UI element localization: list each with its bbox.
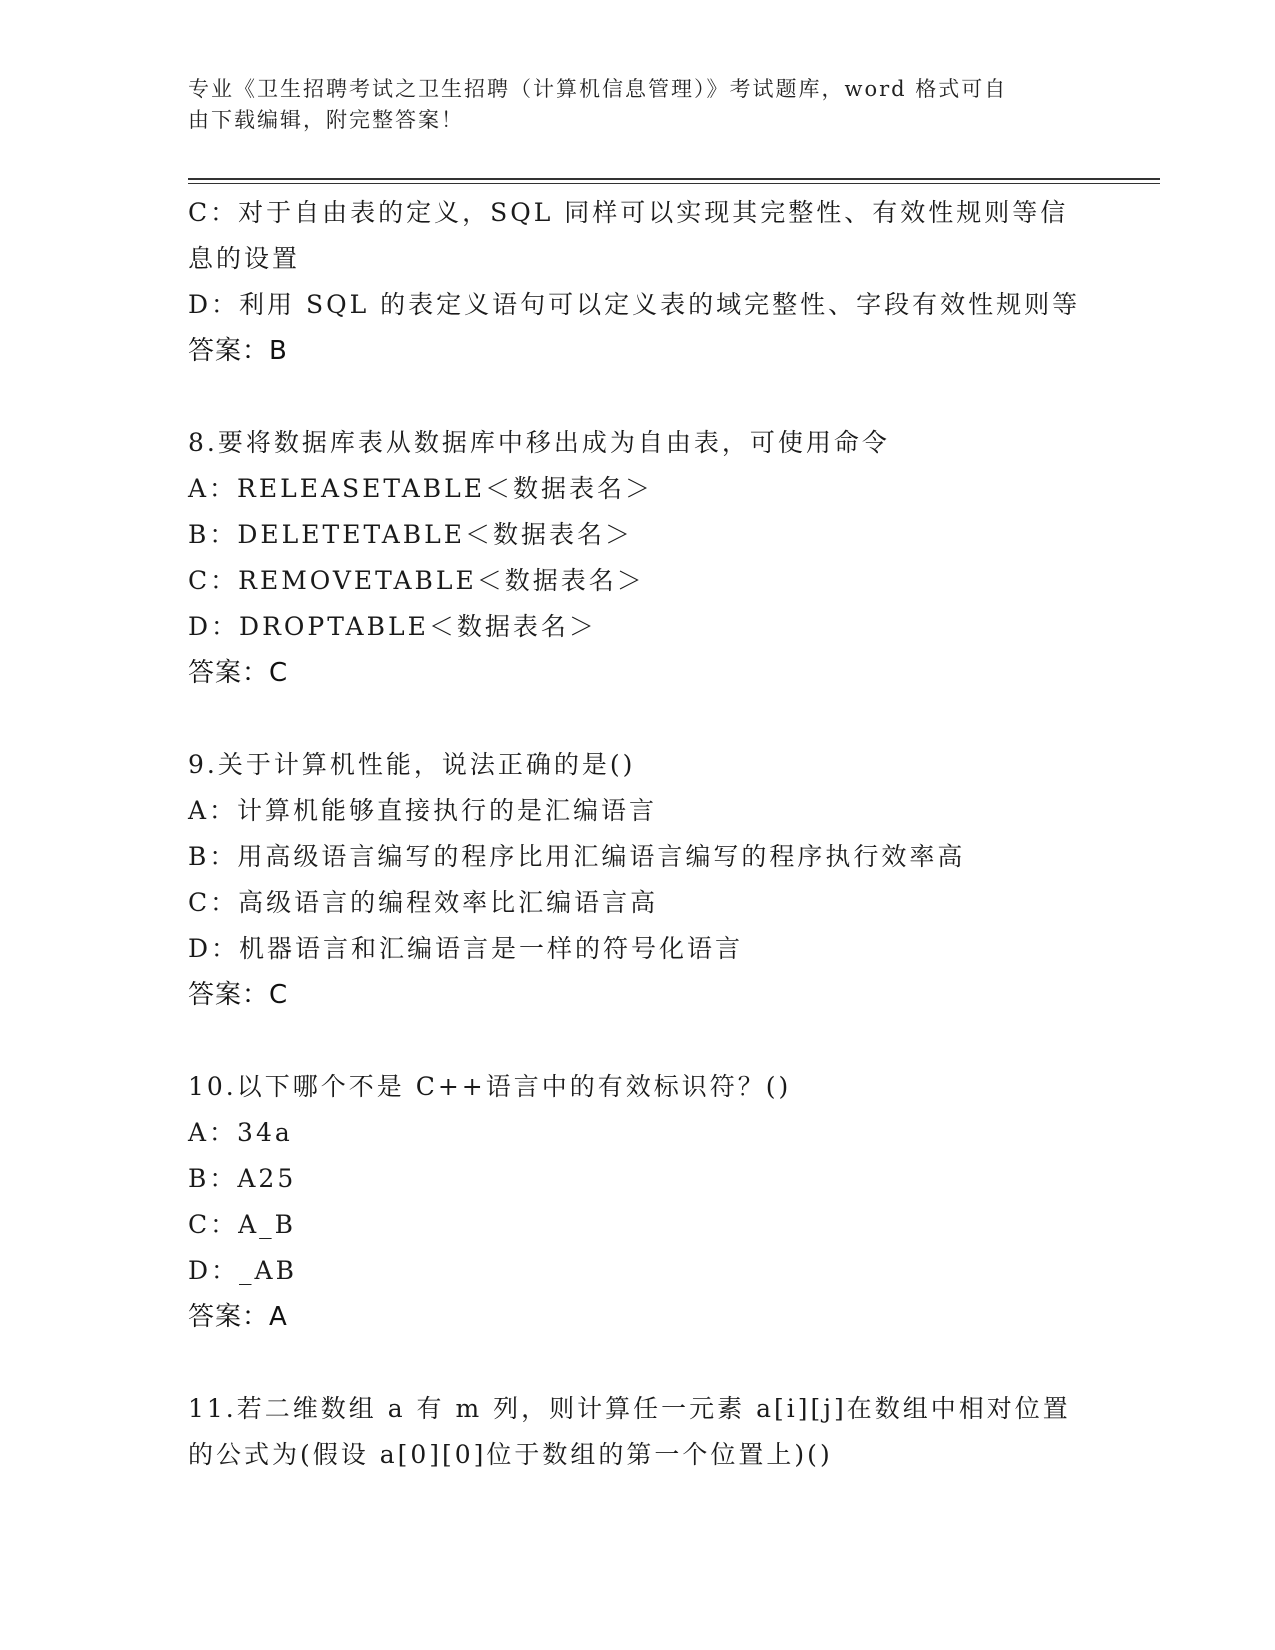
- option-c: C：REMOVETABLE＜数据表名＞: [188, 566, 645, 595]
- question-text: 11.若二维数组 a 有 m 列，则计算任一元素 a[i][j]在数组中相对位置: [188, 1394, 1071, 1423]
- option-b: B：用高级语言编写的程序比用汇编语言编写的程序执行效率高: [188, 842, 966, 871]
- spacer: [188, 1018, 1088, 1064]
- spacer: [188, 696, 1088, 742]
- option-a: A：计算机能够直接执行的是汇编语言: [188, 796, 658, 825]
- question-7-tail: [188, 190, 1088, 374]
- question-9: [188, 742, 1088, 1018]
- answer-label: 答案：A: [188, 1302, 288, 1332]
- question-8: [188, 420, 1088, 696]
- option-d: D：DROPTABLE＜数据表名＞: [188, 612, 597, 641]
- option-c: C：A_B: [188, 1210, 297, 1239]
- answer-label: 答案：C: [188, 658, 289, 688]
- header-divider: [188, 178, 1160, 184]
- header-line-2: 由下载编辑，附完整答案！: [188, 108, 464, 132]
- answer-label: 答案：C: [188, 980, 289, 1010]
- option-c: C：高级语言的编程效率比汇编语言高: [188, 888, 659, 917]
- option-c-continued: 息的设置: [188, 244, 301, 273]
- question-11: [188, 1386, 1088, 1478]
- option-a: A：RELEASETABLE＜数据表名＞: [188, 474, 653, 503]
- question-10: [188, 1064, 1088, 1340]
- option-b: B：DELETETABLE＜数据表名＞: [188, 520, 634, 549]
- question-text: 10.以下哪个不是 C++语言中的有效标识符？(): [188, 1072, 792, 1101]
- option-b: B：A25: [188, 1164, 297, 1193]
- option-a: A：34a: [188, 1118, 293, 1147]
- answer-label: 答案：B: [188, 336, 288, 366]
- question-text: 9.关于计算机性能，说法正确的是(): [188, 750, 636, 779]
- question-text: 8.要将数据库表从数据库中移出成为自由表，可使用命令: [188, 428, 890, 457]
- spacer: [188, 1340, 1088, 1386]
- question-list: [188, 190, 1088, 1478]
- header-line-1: 专业《卫生招聘考试之卫生招聘（计算机信息管理）》考试题库，word 格式可自: [188, 77, 1008, 101]
- option-c: C：对于自由表的定义，SQL 同样可以实现其完整性、有效性规则等信: [188, 198, 1069, 227]
- option-d: D：利用 SQL 的表定义语句可以定义表的域完整性、字段有效性规则等: [188, 290, 1081, 319]
- document-header: [188, 74, 1068, 136]
- option-d: D：机器语言和汇编语言是一样的符号化语言: [188, 934, 744, 963]
- option-d: D：_AB: [188, 1256, 297, 1285]
- question-text-continued: 的公式为(假设 a[0][0]位于数组的第一个位置上)(): [188, 1440, 833, 1469]
- spacer: [188, 374, 1088, 420]
